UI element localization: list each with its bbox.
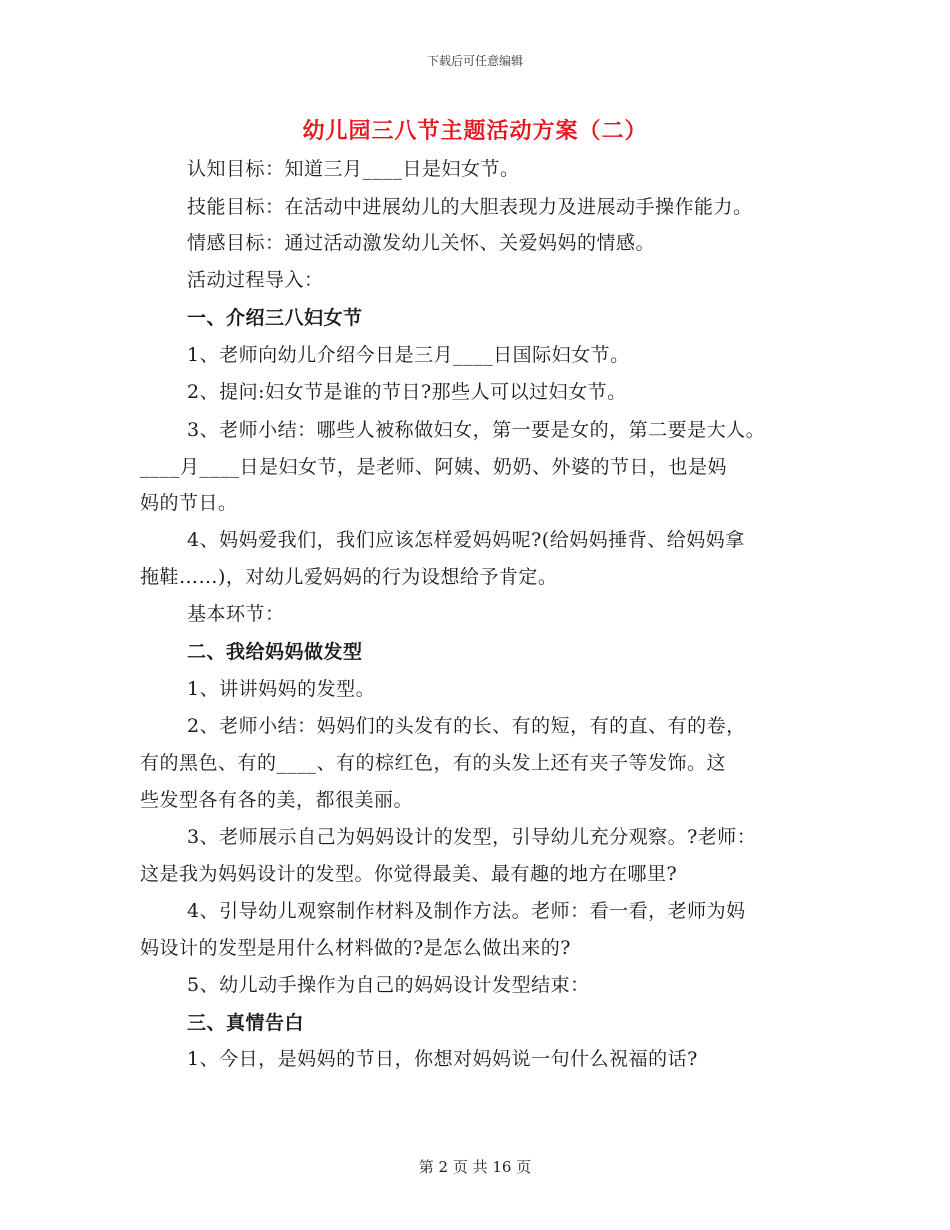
paragraph-continued: 拖鞋……)，对幼儿爱妈妈的行为设想给予肯定。	[140, 566, 558, 588]
goal-cognitive: 认知目标：知道三月____日是妇女节。	[187, 158, 520, 180]
paragraph-continued: 有的黑色、有的____、有的棕红色，有的头发上还有夹子等发饰。这	[140, 752, 727, 774]
paragraph: 3、老师展示自己为妈妈设计的发型，引导幼儿充分观察。?老师：	[187, 826, 757, 848]
section-heading-1: 一、介绍三八妇女节	[187, 307, 363, 329]
paragraph-continued: 妈的节日。	[140, 492, 238, 514]
goal-skill: 技能目标：在活动中进展幼儿的大胆表现力及进展动手操作能力。	[187, 196, 753, 218]
paragraph: 1、老师向幼儿介绍今日是三月____日国际妇女节。	[187, 344, 630, 366]
paragraph-continued: 妈设计的发型是用什么材料做的?是怎么做出来的?	[140, 937, 571, 959]
section-heading-3: 三、真情告白	[187, 1012, 305, 1034]
paragraph: 5、幼儿动手操作为自己的妈妈设计发型结束：	[187, 974, 590, 996]
paragraph-continued: 这是我为妈妈设计的发型。你觉得最美、最有趣的地方在哪里?	[140, 863, 678, 885]
basic-steps-label: 基本环节：	[187, 603, 285, 625]
header-note: 下载后可任意编辑	[426, 54, 523, 68]
paragraph-continued: 些发型各有各的美，都很美丽。	[140, 789, 414, 811]
section-heading-2: 二、我给妈妈做发型	[187, 641, 363, 663]
page-number: 第 2 页 共 16 页	[418, 1158, 532, 1176]
goal-emotion: 情感目标：通过活动激发幼儿关怀、关爱妈妈的情感。	[187, 232, 656, 254]
paragraph: 1、讲讲妈妈的发型。	[187, 678, 376, 700]
paragraph: 4、引导幼儿观察制作材料及制作方法。老师：看一看，老师为妈	[187, 900, 746, 922]
paragraph: 1、今日，是妈妈的节日，你想对妈妈说一句什么祝福的话?	[187, 1048, 698, 1070]
paragraph: 2、提问:妇女节是谁的节日?那些人可以过妇女节。	[187, 381, 627, 403]
document-title: 幼儿园三八节主题活动方案（二）	[302, 118, 648, 144]
paragraph-continued: ____月____日是妇女节，是老师、阿姨、奶奶、外婆的节日，也是妈	[140, 456, 728, 478]
process-intro: 活动过程导入：	[187, 269, 324, 291]
paragraph: 3、老师小结：哪些人被称做妇女，第一要是女的，第二要是大人。	[187, 419, 766, 441]
paragraph: 4、妈妈爱我们，我们应该怎样爱妈妈呢?(给妈妈捶背、给妈妈拿	[187, 529, 745, 551]
paragraph: 2、老师小结：妈妈们的头发有的长、有的短，有的直、有的卷，	[187, 715, 746, 737]
